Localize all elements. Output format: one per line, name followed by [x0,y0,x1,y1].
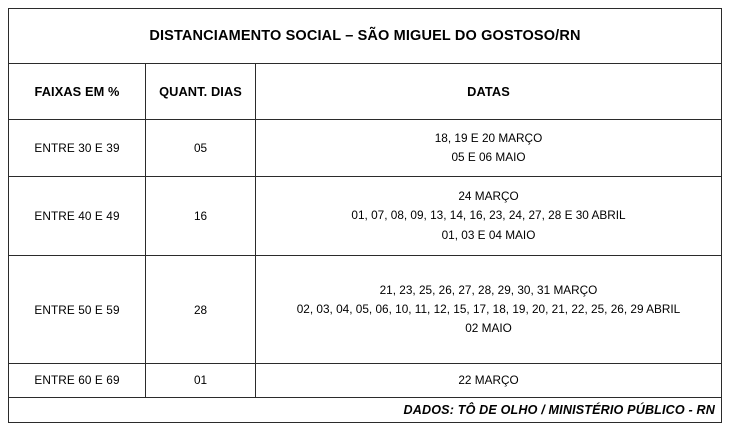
cell-datas [256,120,722,177]
cell-quant-dias: 16 [146,177,256,256]
date-line: 02, 03, 04, 05, 06, 10, 11, 12, 15, 17, 18, 19, 20, 21, 22, 25, 26, 29 ABRIL [296,302,681,317]
date-line: 18, 19 E 20 MARÇO [434,131,543,146]
cell-faixa: ENTRE 50 E 59 [9,255,146,363]
date-line: 21, 23, 25, 26, 27, 28, 29, 30, 31 MARÇO [379,282,598,297]
date-line: 01, 07, 08, 09, 13, 14, 16, 23, 24, 27, 28 E 30 ABRIL [351,208,626,223]
table-header-row [9,63,722,120]
column-header-quant-dias: QUANT. DIAS [146,63,256,120]
table-row [9,364,722,397]
cell-faixa: ENTRE 30 E 39 [9,120,146,177]
table-row [9,255,722,363]
cell-quant-dias: 05 [146,120,256,177]
cell-faixa: ENTRE 40 E 49 [9,177,146,256]
cell-datas [256,177,722,256]
table-row [9,177,722,256]
date-line: 24 MARÇO [458,189,519,204]
table-row [9,120,722,177]
cell-datas [256,255,722,363]
date-line: 22 MARÇO [458,372,519,387]
date-line: 02 MAIO [465,321,512,336]
data-source-note: DADOS: TÔ DE OLHO / MINISTÉRIO PÚBLICO - RN [9,397,722,422]
table-title-row [9,9,722,64]
date-line: 05 E 06 MAIO [451,150,526,165]
cell-quant-dias: 28 [146,255,256,363]
distancing-table-container [8,8,722,423]
table-footer-row [9,397,722,422]
page-title: DISTANCIAMENTO SOCIAL – SÃO MIGUEL DO GOSTOSO/RN [9,9,722,64]
cell-faixa: ENTRE 60 E 69 [9,364,146,397]
date-line: 01, 03 E 04 MAIO [441,227,536,242]
cell-quant-dias: 01 [146,364,256,397]
column-header-datas: DATAS [256,63,722,120]
column-header-faixas: FAIXAS EM % [9,63,146,120]
social-distancing-table [8,8,722,423]
cell-datas [256,364,722,397]
